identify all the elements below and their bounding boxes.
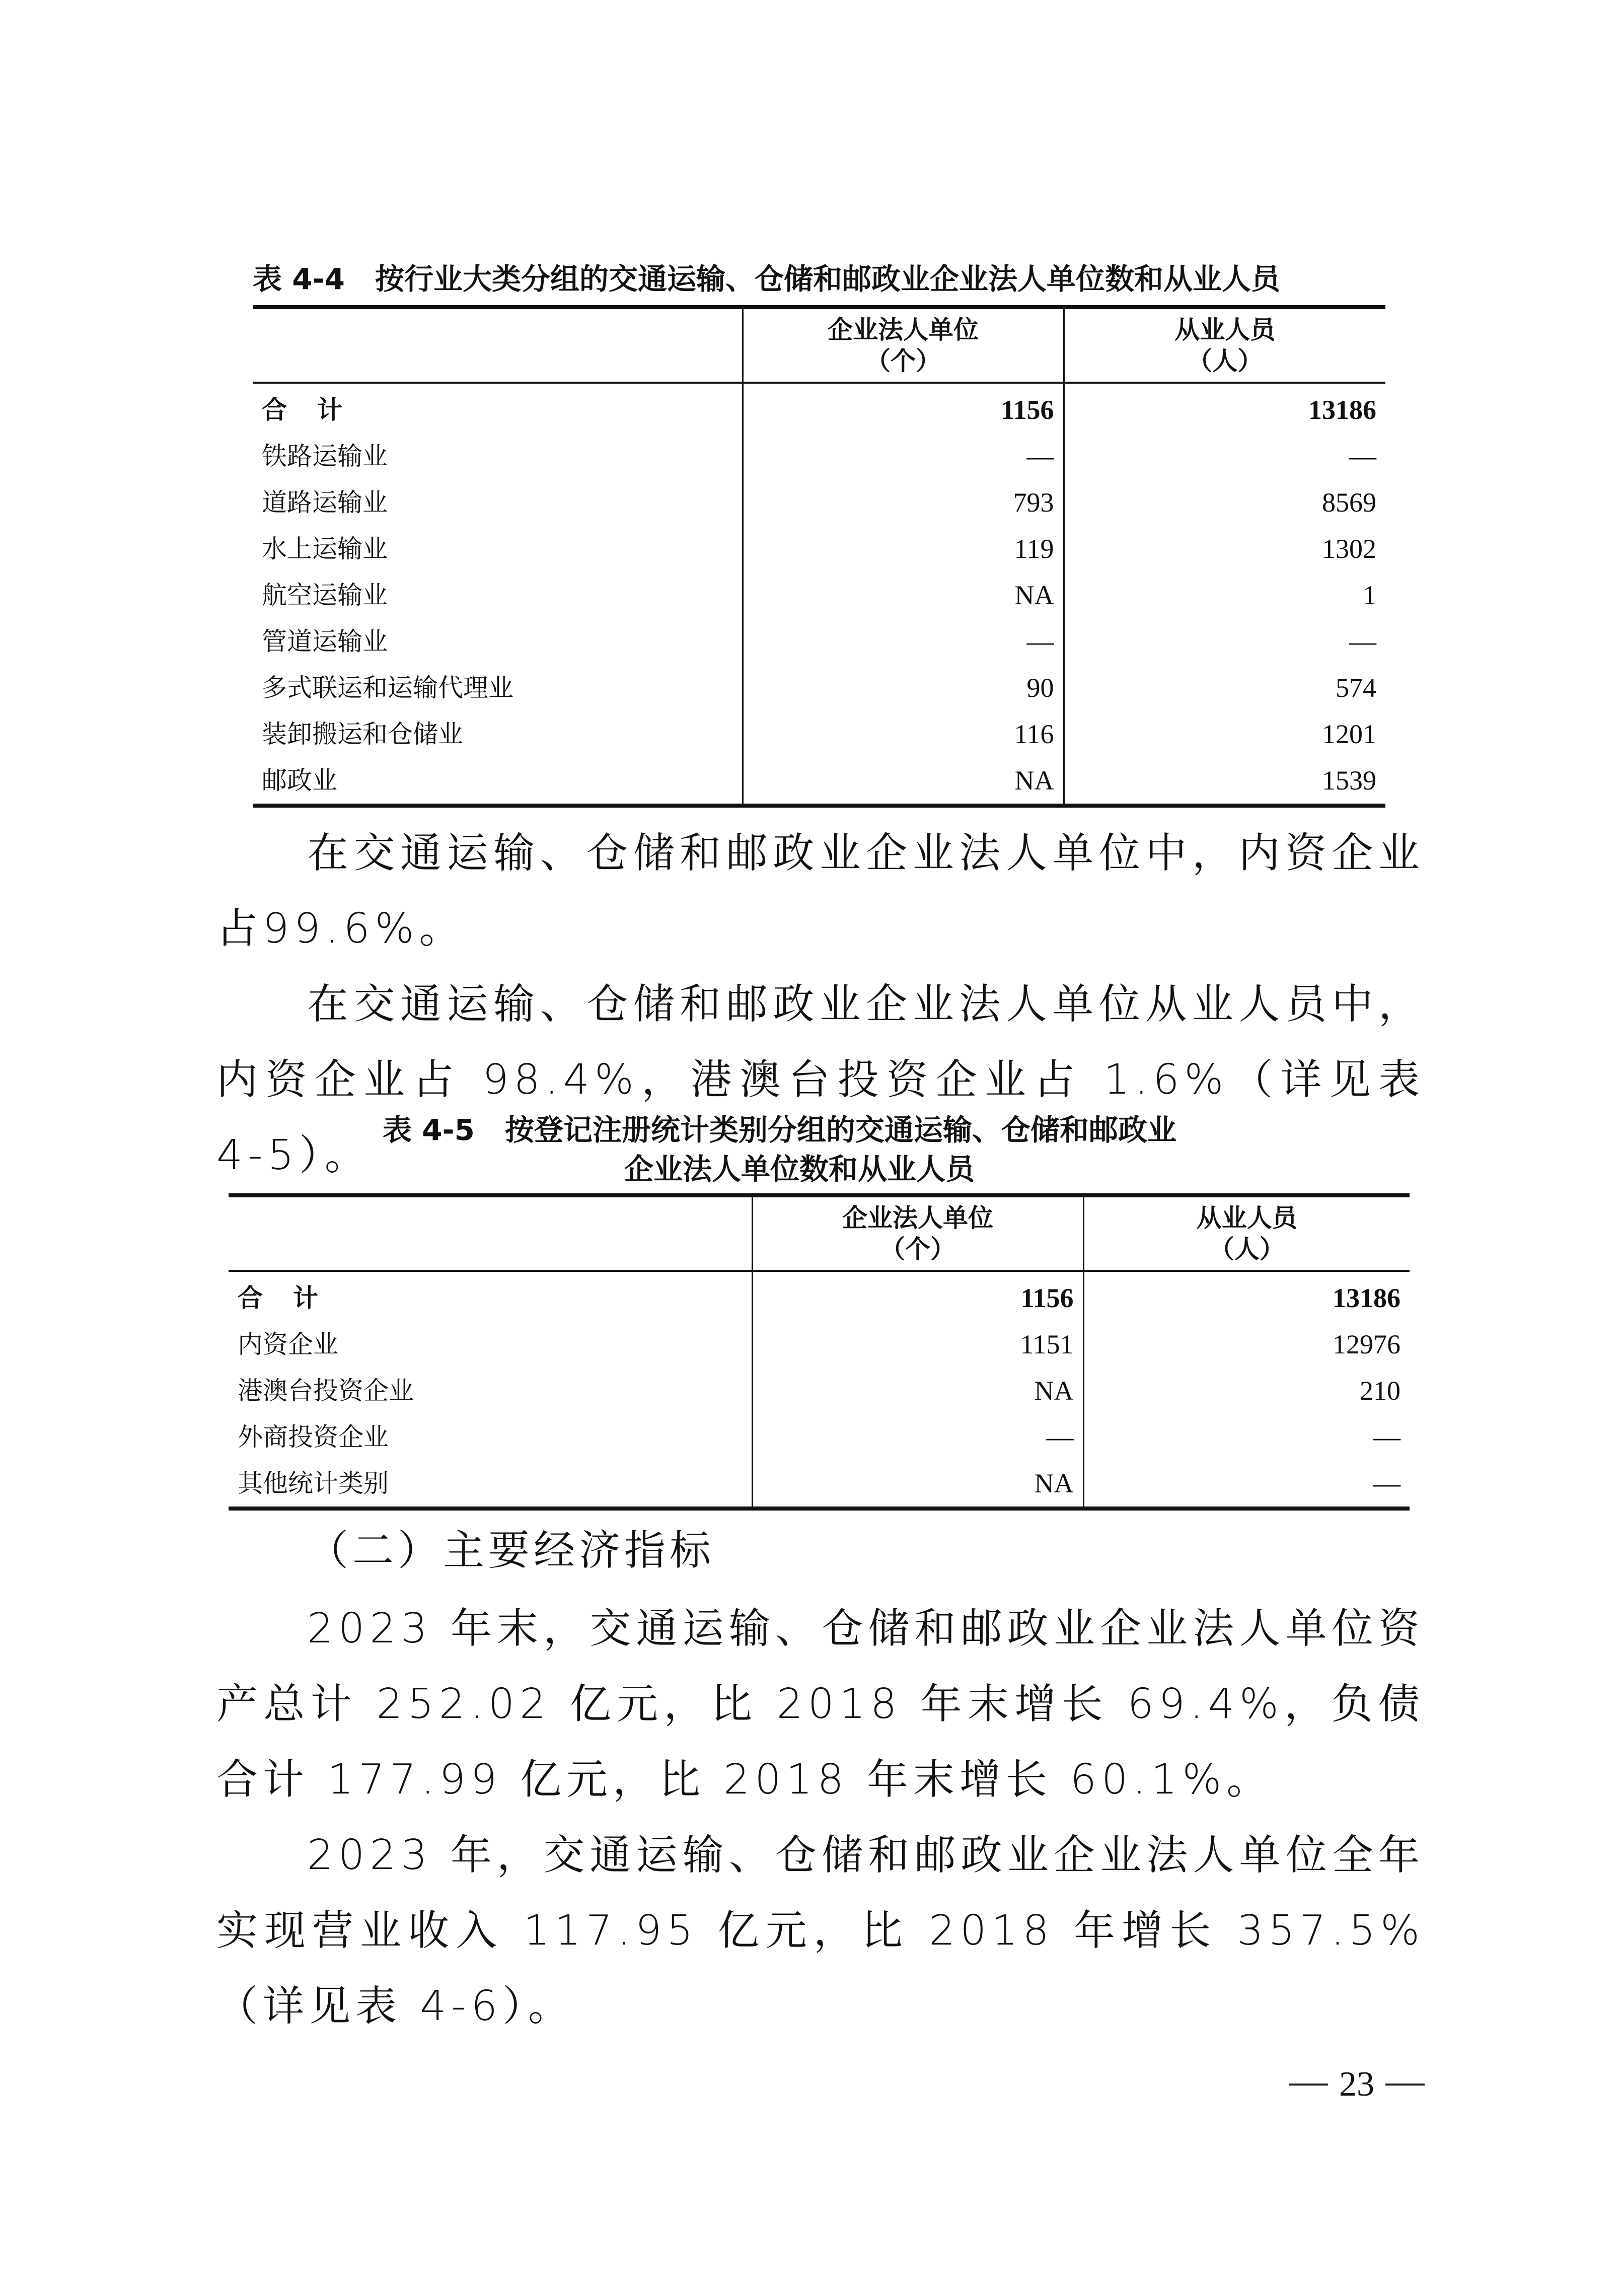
row-units: NA <box>743 757 1064 806</box>
table-4-4-title: 按行业大类分组的交通运输、仓储和邮政业企业法人单位数和从业人员 <box>375 262 1280 296</box>
page-number <box>1289 2064 1425 2105</box>
row-label: 港澳台投资企业 <box>238 1376 414 1405</box>
table-4-4 <box>253 305 1385 808</box>
table-4-5-number: 表 4-5 <box>383 1113 475 1147</box>
header-employees-label: 从业人员 <box>1174 315 1276 344</box>
row-label: 航空运输业 <box>262 581 388 610</box>
row-label: 多式联运和运输代理业 <box>262 673 513 702</box>
header-employees-unit: （人） <box>1209 1235 1285 1264</box>
row-employees: 1 <box>1064 572 1385 618</box>
table-row <box>253 572 1385 618</box>
table-4-5-caption <box>383 1113 1176 1147</box>
header-units <box>743 307 1064 383</box>
row-employees: — <box>1083 1460 1410 1509</box>
table-row-total <box>253 383 1385 433</box>
table-row <box>253 479 1385 526</box>
row-units: 90 <box>743 665 1064 711</box>
row-label: 邮政业 <box>262 766 337 795</box>
table-row <box>253 665 1385 711</box>
table-row <box>253 757 1385 806</box>
row-units: NA <box>752 1460 1083 1509</box>
row-units: 793 <box>743 479 1064 526</box>
table-4-4-number: 表 4-4 <box>253 262 345 296</box>
row-label: 合计 <box>262 395 373 424</box>
header-employees-unit: （人） <box>1187 346 1263 376</box>
row-units: 119 <box>743 526 1064 572</box>
paragraph-employee-share: 在交通运输、仓储和邮政业企业法人单位从业人员中，内资企业占 98.4%，港澳台投资企业占 1.6%（详见表 4-5）。 <box>216 980 1425 1179</box>
header-employees-label: 从业人员 <box>1196 1203 1297 1233</box>
row-employees: — <box>1064 618 1385 665</box>
table-4-5 <box>229 1193 1410 1511</box>
page-number-dash-right <box>1385 2084 1425 2086</box>
header-units-unit: （个） <box>865 346 941 376</box>
row-employees: 13186 <box>1083 1271 1410 1321</box>
table-header-row <box>253 307 1385 383</box>
paragraph-assets-liabilities: 2023 年末，交通运输、仓储和邮政业企业法人单位资产总计 252.02 亿元，比 2018 年末增长 69.4%，负债合计 177.99 亿元，比 2018 年末增长 60.1%。 <box>216 1605 1425 1804</box>
table-4-4-caption <box>253 262 1280 296</box>
row-label: 水上运输业 <box>262 534 388 563</box>
page-number-value: 23 <box>1339 2065 1374 2104</box>
table-row <box>253 526 1385 572</box>
row-label: 内资企业 <box>238 1330 338 1359</box>
row-units: NA <box>743 572 1064 618</box>
row-employees: — <box>1083 1414 1410 1460</box>
header-units-unit: （个） <box>880 1235 955 1264</box>
table-row <box>253 433 1385 479</box>
header-employees <box>1064 307 1385 383</box>
header-employees <box>1083 1195 1410 1271</box>
row-employees: 1201 <box>1064 711 1385 757</box>
row-label: 铁路运输业 <box>262 442 388 471</box>
row-employees: 8569 <box>1064 479 1385 526</box>
header-units-label: 企业法人单位 <box>842 1203 993 1233</box>
header-blank <box>253 307 743 383</box>
table-row <box>229 1460 1410 1509</box>
row-label: 外商投资企业 <box>238 1422 389 1452</box>
page-number-dash-left <box>1289 2084 1328 2086</box>
row-employees: — <box>1064 433 1385 479</box>
paragraph-revenue: 2023 年，交通运输、仓储和邮政业企业法人单位全年实现营业收入 117.95 亿元，比 2018 年增长 357.5%（详见表 4-6）。 <box>216 1831 1425 2030</box>
row-units: — <box>743 433 1064 479</box>
table-row-total <box>229 1271 1410 1321</box>
paragraph-domestic-units-share: 在交通运输、仓储和邮政业企业法人单位中，内资企业占99.6%。 <box>216 829 1425 953</box>
table-4-5-title-line1: 按登记注册统计类别分组的交通运输、仓储和邮政业 <box>504 1113 1176 1147</box>
header-blank <box>229 1195 752 1271</box>
row-label: 管道运输业 <box>262 627 388 656</box>
table-row <box>229 1414 1410 1460</box>
row-employees: 210 <box>1083 1368 1410 1414</box>
row-units: 1156 <box>743 383 1064 433</box>
row-employees: 1539 <box>1064 757 1385 806</box>
row-employees: 574 <box>1064 665 1385 711</box>
row-units: 116 <box>743 711 1064 757</box>
row-employees: 1302 <box>1064 526 1385 572</box>
row-units: — <box>743 618 1064 665</box>
row-units: NA <box>752 1368 1083 1414</box>
table-row <box>229 1368 1410 1414</box>
header-units <box>752 1195 1083 1271</box>
header-units-label: 企业法人单位 <box>828 315 979 344</box>
row-label: 合计 <box>238 1283 348 1313</box>
row-units: — <box>752 1414 1083 1460</box>
row-units: 1151 <box>752 1321 1083 1368</box>
table-header-row <box>229 1195 1410 1271</box>
row-units: 1156 <box>752 1271 1083 1321</box>
row-label: 装卸搬运和仓储业 <box>262 720 463 749</box>
table-4-5-caption-line2: 企业法人单位数和从业人员 <box>624 1152 975 1186</box>
row-label: 道路运输业 <box>262 488 388 517</box>
table-row <box>229 1321 1410 1368</box>
row-label: 其他统计类别 <box>238 1469 389 1498</box>
row-employees: 13186 <box>1064 383 1385 433</box>
section-heading: （二）主要经济指标 <box>307 1527 715 1574</box>
table-row <box>253 711 1385 757</box>
table-row <box>253 618 1385 665</box>
row-employees: 12976 <box>1083 1321 1410 1368</box>
